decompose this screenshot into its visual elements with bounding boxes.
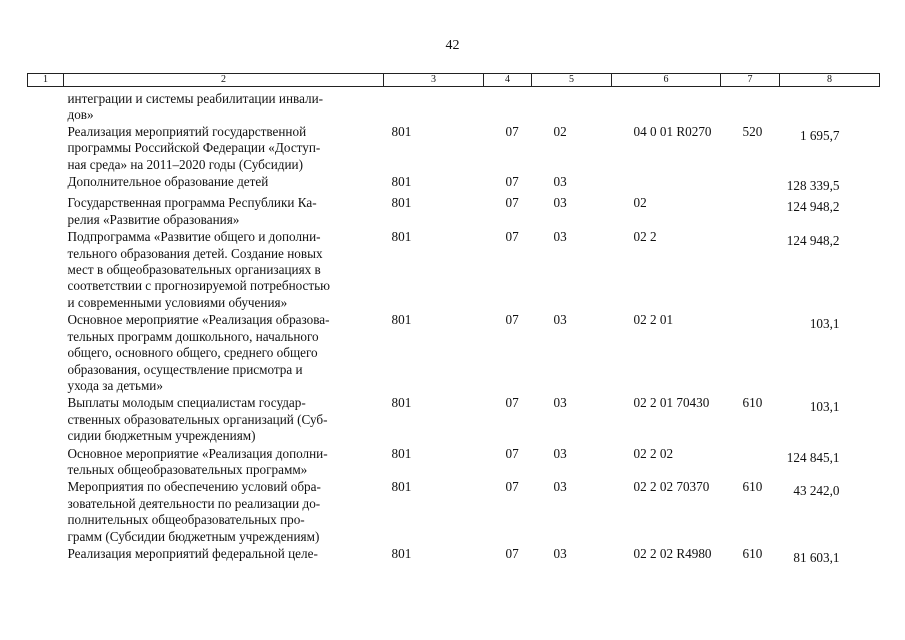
- row-subsection: 03: [553, 174, 567, 190]
- row-sum: [780, 229, 880, 312]
- row-name: [28, 546, 384, 567]
- table-header: [28, 74, 880, 87]
- row-name-line: тельного образования детей. Создание новых: [67, 245, 323, 261]
- row-name: [28, 87, 384, 124]
- column-header: 6: [612, 74, 721, 87]
- row-subsection: 03: [553, 395, 567, 411]
- column-header: 5: [532, 74, 612, 87]
- table-row: [28, 124, 880, 174]
- row-name-line: и современными условиями обучения»: [67, 294, 288, 310]
- row-expense-type: [721, 195, 780, 229]
- row-expense-type: [721, 87, 780, 124]
- row-subsection: 02: [553, 123, 567, 139]
- row-section: 07: [505, 395, 519, 411]
- row-name-line: Подпрограмма «Развитие общего и дополни-: [67, 229, 321, 245]
- table-body: [28, 87, 880, 568]
- table-row: [28, 546, 880, 567]
- row-target-article: 02 2 01: [633, 312, 674, 328]
- row-section: 07: [505, 229, 519, 245]
- row-target-article: 02 2 02 70370: [633, 479, 710, 495]
- row-target-article: 02 2: [633, 229, 657, 245]
- row-name: [28, 124, 384, 174]
- row-subsection: 03: [553, 195, 567, 211]
- table-row: [28, 479, 880, 546]
- row-sum: [780, 312, 880, 395]
- row-subsection: 03: [553, 229, 567, 245]
- row-section: 07: [505, 195, 519, 211]
- row-subsection: 03: [553, 445, 567, 461]
- row-subsection: 03: [553, 312, 567, 328]
- row-name: [28, 312, 384, 395]
- row-name-line: Основное мероприятие «Реализация образова-: [67, 312, 330, 328]
- row-name-line: ухода за детьми»: [67, 377, 163, 393]
- column-header: 4: [484, 74, 532, 87]
- row-name-line: релия «Развитие образования»: [67, 211, 240, 227]
- row-sum-value: 81 603,1: [793, 549, 840, 565]
- row-target-article: 02 2 01 70430: [633, 395, 710, 411]
- row-name-line: мест в общеобразовательных организациях в: [67, 262, 321, 278]
- row-section: 07: [505, 545, 519, 561]
- row-name-line: Реализация мероприятий федеральной целе-: [67, 545, 318, 561]
- table-row: [28, 87, 880, 124]
- row-target-article: 04 0 01 R0270: [633, 123, 712, 139]
- row-sum-value: 124 948,2: [786, 199, 840, 215]
- column-header: 2: [64, 74, 384, 87]
- row-name-line: общего, основного общего, среднего общего: [67, 345, 318, 361]
- row-target-article: 02 2 02: [633, 445, 674, 461]
- row-name-line: Государственная программа Республики Ка-: [67, 195, 317, 211]
- row-sum-value: 103,1: [809, 316, 840, 332]
- row-name-line: программы Российской Федерации «Доступ-: [67, 140, 321, 156]
- row-expense-type: [721, 174, 780, 195]
- row-name: [28, 446, 384, 480]
- row-section: 07: [505, 445, 519, 461]
- row-sum-value: 43 242,0: [793, 483, 840, 499]
- row-sum-value: 1 695,7: [799, 127, 840, 143]
- row-sum: [780, 546, 880, 567]
- column-header: 1: [28, 74, 64, 87]
- row-section: 07: [505, 174, 519, 190]
- row-sum-value: 124 948,2: [786, 233, 840, 249]
- row-name-line: дов»: [67, 107, 94, 123]
- column-header: 8: [780, 74, 880, 87]
- row-name: [28, 174, 384, 195]
- row-gr-code: 801: [391, 545, 412, 561]
- row-sum: [780, 124, 880, 174]
- row-name-line: ная среда» на 2011–2020 годы (Субсидии): [67, 156, 303, 172]
- column-header: 7: [721, 74, 780, 87]
- row-subsection: 03: [553, 479, 567, 495]
- column-header: 3: [384, 74, 484, 87]
- row-target-article: 02 2 02 R4980: [633, 545, 712, 561]
- row-expense-type: 610: [742, 395, 763, 411]
- row-section: [484, 87, 532, 124]
- row-gr-code: [384, 87, 484, 124]
- row-gr-code: 801: [391, 479, 412, 495]
- row-target-article: [612, 87, 721, 124]
- row-gr-code: 801: [391, 229, 412, 245]
- row-gr-code: 801: [391, 445, 412, 461]
- row-name-line: Основное мероприятие «Реализация дополни-: [67, 445, 328, 461]
- table-row: [28, 195, 880, 229]
- row-gr-code: 801: [391, 174, 412, 190]
- table-row: [28, 395, 880, 445]
- row-expense-type: [721, 446, 780, 480]
- row-name-line: соответствии с прогнозируемой потребностью: [67, 278, 331, 294]
- table-row: [28, 174, 880, 195]
- row-name: [28, 395, 384, 445]
- row-name-line: Выплаты молодым специалистам государ-: [67, 395, 306, 411]
- row-sum: [780, 479, 880, 546]
- row-subsection: 03: [553, 545, 567, 561]
- row-sum: [780, 395, 880, 445]
- row-subsection: [532, 87, 612, 124]
- row-name-line: сидии бюджетным учреждениям): [67, 428, 256, 444]
- row-section: 07: [505, 123, 519, 139]
- row-name: [28, 479, 384, 546]
- row-expense-type: 520: [742, 123, 763, 139]
- row-name-line: тельных программ дошкольного, начального: [67, 328, 319, 344]
- row-sum-value: 128 339,5: [786, 178, 840, 194]
- row-section: 07: [505, 479, 519, 495]
- row-name-line: образования, осуществление присмотра и: [67, 361, 303, 377]
- row-name-line: Мероприятия по обеспечению условий обра-: [67, 479, 321, 495]
- row-name-line: тельных общеобразовательных программ»: [67, 461, 308, 477]
- table-row: [28, 312, 880, 395]
- row-sum: [780, 174, 880, 195]
- row-gr-code: 801: [391, 312, 412, 328]
- table-row: [28, 229, 880, 312]
- row-expense-type: 610: [742, 545, 763, 561]
- row-sum: [780, 195, 880, 229]
- row-sum: [780, 446, 880, 480]
- row-target-article: 02: [633, 195, 647, 211]
- table-row: [28, 446, 880, 480]
- row-name-line: полнительных общеобразовательных про-: [67, 512, 305, 528]
- page-number: 42: [445, 38, 460, 53]
- row-sum-value: 103,1: [809, 399, 840, 415]
- row-expense-type: [721, 312, 780, 395]
- row-name-line: Дополнительное образование детей: [67, 174, 269, 190]
- row-name-line: грамм (Субсидии бюджетным учреждениям): [67, 528, 320, 544]
- row-gr-code: 801: [391, 395, 412, 411]
- row-name-line: ственных образовательных организаций (Суб-: [67, 411, 328, 427]
- row-name: [28, 195, 384, 229]
- row-name-line: интеграции и системы реабилитации инвали-: [67, 91, 324, 106]
- row-sum: [780, 87, 880, 124]
- row-section: 07: [505, 312, 519, 328]
- budget-table: [27, 73, 880, 567]
- row-gr-code: 801: [391, 195, 412, 211]
- row-expense-type: 610: [742, 479, 763, 495]
- row-name-line: Реализация мероприятий государственной: [67, 123, 307, 139]
- row-sum-value: 124 845,1: [786, 449, 840, 465]
- row-name: [28, 229, 384, 312]
- row-name-line: зовательной деятельности по реализации до-: [67, 495, 321, 511]
- row-target-article: [612, 174, 721, 195]
- row-gr-code: 801: [391, 123, 412, 139]
- row-expense-type: [721, 229, 780, 312]
